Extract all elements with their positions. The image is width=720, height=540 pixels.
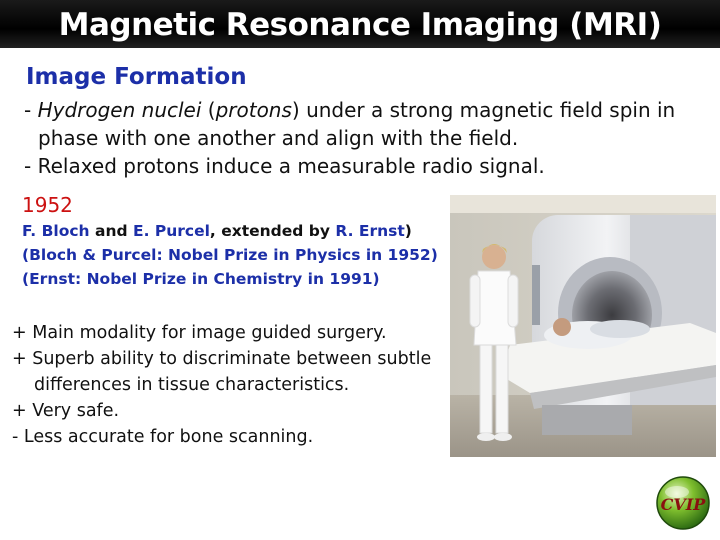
credits-line-names: F. Bloch and E. Purcel, extended by R. Ernst) (22, 222, 412, 240)
term-hydrogen-nuclei: Hydrogen nuclei (37, 98, 202, 122)
term-protons: protons (215, 98, 292, 122)
svg-text:CVIP: CVIP (660, 495, 706, 514)
bullet-hydrogen: - Hydrogen nuclei (protons) under a strong magnetic field spin in phase with one another and align with the field. (24, 98, 676, 150)
name-bloch: F. Bloch (22, 222, 90, 240)
bullet-relaxed-protons: - Relaxed protons induce a measurable radio signal. (24, 154, 545, 178)
credits-line-physics: (Bloch & Purcel: Nobel Prize in Physics in 1952) (22, 246, 438, 264)
credits-block (22, 219, 438, 291)
pros-cons-list (12, 320, 452, 450)
name-purcel: E. Purcel (132, 222, 210, 240)
mri-scanner-illustration (450, 195, 716, 457)
formation-bullets (24, 96, 714, 180)
name-ernst: R. Ernst (335, 222, 405, 240)
con-item: - Less accurate for bone scanning. (12, 427, 314, 447)
credits-line-chemistry: (Ernst: Nobel Prize in Chemistry in 1991) (22, 270, 380, 288)
pro-item: + Main modality for image guided surgery. (12, 323, 387, 343)
title-bar (0, 0, 720, 48)
pro-item: + Very safe. (12, 401, 120, 421)
cvip-logo-icon (655, 475, 711, 531)
cvip-logo (655, 475, 711, 531)
mri-scanner-photo (450, 195, 716, 457)
pro-item: + Superb ability to discriminate between subtle differences in tissue characteristics. (12, 349, 432, 395)
section-heading: Image Formation (26, 64, 247, 90)
year-label: 1952 (22, 193, 73, 217)
slide-title: Magnetic Resonance Imaging (MRI) (58, 7, 662, 43)
